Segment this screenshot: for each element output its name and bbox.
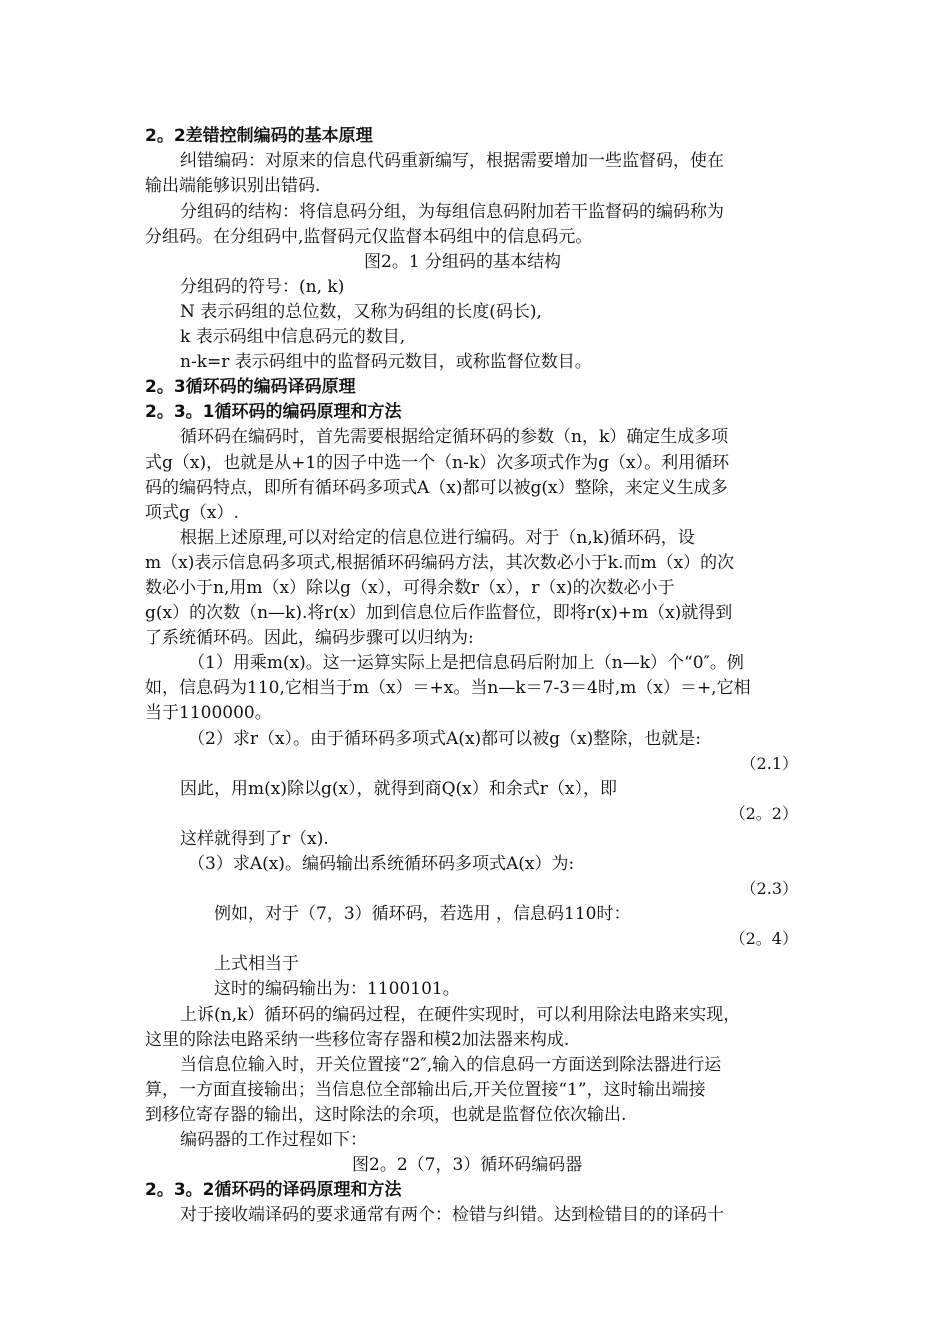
paragraph-line: 这时的编码输出为：1100101。 [214,979,460,999]
paragraph-line: 例如，对于（7，3）循环码，若选用 ，信息码110时： [214,904,631,924]
paragraph-line: 算，一方面直接输出；当信息位全部输出后,开关位置接“1”，这时输出端接 [145,1080,706,1100]
paragraph-line: 根据上述原理,可以对给定的信息位进行编码。对于（n,k)循环码，设 [180,528,695,548]
paragraph-line: 当于1100000。 [145,703,272,723]
paragraph-line: 因此，用m(x)除以g(x），就得到商Q(x）和余式r（x），即 [180,779,617,799]
figure-caption: 图2。1 分组码的基本结构 [364,252,562,272]
paragraph-line: 循环码在编码时，首先需要根据给定循环码的参数（n，k）确定生成多项 [180,427,729,447]
paragraph-line: 纠错编码：对原来的信息代码重新编写，根据需要增加一些监督码，使在 [180,151,724,171]
paragraph-line: 项式g（x）. [145,503,239,523]
equation-number: （2.1） [740,754,798,773]
paragraph-line: 到移位寄存器的输出，这时除法的余项，也就是监督位依次输出. [145,1105,627,1125]
equation-number: （2。2） [729,804,798,823]
section-heading-2-3-1: 2。3。1循环码的编码原理和方法 [145,402,402,422]
section-heading-2-3: 2。3循环码的编码译码原理 [145,377,356,397]
paragraph-line: 这里的除法电路采纳一些移位寄存器和模2加法器来构成. [145,1030,570,1050]
paragraph-line: g(x）的次数（n—k).将r(x）加到信息位后作监督位，即将r(x)+m（x)就得到 [145,603,733,623]
paragraph-line: 输出端能够识别出错码. [145,176,321,196]
paragraph-line: 分组码。在分组码中,监督码元仅监督本码组中的信息码元。 [145,227,593,247]
paragraph-line: 了系统循环码。因此，编码步骤可以归纳为: [145,628,474,648]
paragraph-line: （2）求r（x）。由于循环码多项式A(x)都可以被g（x)整除，也就是: [188,729,701,749]
paragraph-line: 分组码的结构：将信息码分组，为每组信息码附加若干监督码的编码称为 [180,202,724,222]
paragraph-line: 上式相当于 [214,954,299,974]
section-heading-2-3-2: 2。3。2循环码的译码原理和方法 [145,1180,402,1200]
paragraph-line: m（x)表示信息码多项式,根据循环码编码方法，其次数必小于k.而m（x）的次 [145,553,735,573]
figure-caption: 图2。2（7，3）循环码编码器 [352,1155,583,1175]
paragraph-line: 对于接收端译码的要求通常有两个：检错与纠错。达到检错目的的译码十 [180,1205,724,1225]
paragraph-line: 编码器的工作过程如下： [180,1130,367,1150]
equation-number: （2.3） [740,879,798,898]
section-heading-2-2: 2。2差错控制编码的基本原理 [145,126,373,146]
paragraph-line: （1）用乘m(x)。这一运算实际上是把信息码后附加上（n—k）个“0″。例 [188,653,744,673]
paragraph-line: 式g（x)，也就是从+1的因子中选一个（n-k）次多项式作为g（x）。利用循环 [145,453,730,473]
equation-number: （2。4） [729,929,798,948]
paragraph-line: 当信息位输入时，开关位置接“2″,输入的信息码一方面送到除法器进行运 [180,1055,722,1075]
paragraph-line: 这样就得到了r（x). [180,829,329,849]
paragraph-line: k 表示码组中信息码元的数目, [180,327,406,347]
paragraph-line: （3）求A(x)。编码输出系统循环码多项式A(x）为: [188,854,575,874]
paragraph-line: 上诉(n,k）循环码的编码过程，在硬件实现时，可以利用除法电路来实现， [180,1005,741,1025]
paragraph-line: n-k=r 表示码组中的监督码元数目，或称监督位数目。 [180,352,592,372]
paragraph-line: 分组码的符号：(n, k) [180,277,345,297]
paragraph-line: N 表示码组的总位数，又称为码组的长度(码长), [180,302,542,322]
paragraph-line: 数必小于n,用m（x）除以g（x），可得余数r（x），r（x)的次数必小于 [145,578,675,598]
paragraph-line: 码的编码特点，即所有循环码多项式A（x)都可以被g(x）整除，来定义生成多 [145,478,728,498]
paragraph-line: 如，信息码为110,它相当于m（x）＝+x。当n—k＝7-3＝4时,m（x）＝+,它相 [145,678,751,698]
